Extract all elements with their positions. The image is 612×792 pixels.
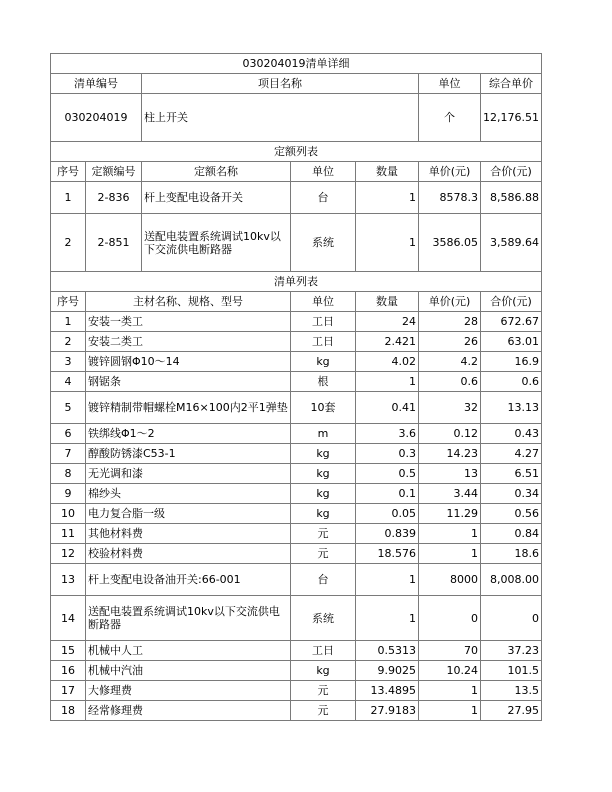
material-name: 送配电装置系统调试10kv以下交流供电断路器 bbox=[86, 596, 291, 641]
material-total: 0.34 bbox=[481, 484, 542, 504]
material-qty: 1 bbox=[356, 372, 419, 392]
material-unit: kg bbox=[291, 661, 356, 681]
material-unit: 元 bbox=[291, 544, 356, 564]
material-no: 9 bbox=[51, 484, 86, 504]
quota-qty: 1 bbox=[356, 214, 419, 272]
material-row bbox=[51, 596, 542, 641]
materials-col-name: 主材名称、规格、型号 bbox=[86, 292, 291, 312]
material-name: 机械中人工 bbox=[86, 641, 291, 661]
material-unit: kg bbox=[291, 484, 356, 504]
header-name-label: 项目名称 bbox=[142, 74, 419, 94]
material-unit: 工日 bbox=[291, 641, 356, 661]
material-no: 12 bbox=[51, 544, 86, 564]
materials-rows bbox=[51, 312, 542, 721]
materials-col-no: 序号 bbox=[51, 292, 86, 312]
quota-unit: 系统 bbox=[291, 214, 356, 272]
material-total: 4.27 bbox=[481, 444, 542, 464]
material-name: 杆上变配电设备油开关:66-001 bbox=[86, 564, 291, 596]
material-qty: 27.9183 bbox=[356, 701, 419, 721]
quota-col-unit: 单位 bbox=[291, 162, 356, 182]
material-qty: 2.421 bbox=[356, 332, 419, 352]
material-row bbox=[51, 524, 542, 544]
material-row bbox=[51, 504, 542, 524]
quota-total: 8,586.88 bbox=[481, 182, 542, 214]
material-no: 17 bbox=[51, 681, 86, 701]
quota-price: 8578.3 bbox=[419, 182, 481, 214]
material-price: 32 bbox=[419, 392, 481, 424]
material-price: 0.12 bbox=[419, 424, 481, 444]
material-unit: 元 bbox=[291, 524, 356, 544]
materials-col-unit: 单位 bbox=[291, 292, 356, 312]
material-qty: 1 bbox=[356, 596, 419, 641]
material-qty: 0.3 bbox=[356, 444, 419, 464]
quota-no: 1 bbox=[51, 182, 86, 214]
material-unit: 元 bbox=[291, 681, 356, 701]
quota-section-title: 定额列表 bbox=[51, 142, 542, 162]
material-total: 13.5 bbox=[481, 681, 542, 701]
material-no: 14 bbox=[51, 596, 86, 641]
material-price: 14.23 bbox=[419, 444, 481, 464]
material-row bbox=[51, 544, 542, 564]
material-no: 11 bbox=[51, 524, 86, 544]
material-row bbox=[51, 564, 542, 596]
material-row bbox=[51, 661, 542, 681]
quota-col-total: 合价(元) bbox=[481, 162, 542, 182]
header-unit-label: 单位 bbox=[419, 74, 481, 94]
material-name: 镀锌圆钢Φ10～14 bbox=[86, 352, 291, 372]
material-qty: 24 bbox=[356, 312, 419, 332]
material-total: 6.51 bbox=[481, 464, 542, 484]
material-name: 钢锯条 bbox=[86, 372, 291, 392]
material-no: 4 bbox=[51, 372, 86, 392]
header-name-value: 柱上开关 bbox=[142, 94, 419, 142]
material-unit: kg bbox=[291, 444, 356, 464]
material-row bbox=[51, 484, 542, 504]
material-total: 101.5 bbox=[481, 661, 542, 681]
material-price: 70 bbox=[419, 641, 481, 661]
material-total: 18.6 bbox=[481, 544, 542, 564]
material-price: 26 bbox=[419, 332, 481, 352]
header-value-row bbox=[51, 94, 542, 142]
materials-col-qty: 数量 bbox=[356, 292, 419, 312]
material-price: 10.24 bbox=[419, 661, 481, 681]
material-no: 7 bbox=[51, 444, 86, 464]
material-total: 37.23 bbox=[481, 641, 542, 661]
material-price: 3.44 bbox=[419, 484, 481, 504]
material-price: 0 bbox=[419, 596, 481, 641]
material-unit: 工日 bbox=[291, 312, 356, 332]
material-name: 机械中汽油 bbox=[86, 661, 291, 681]
header-price-label: 综合单价 bbox=[481, 74, 542, 94]
material-total: 8,008.00 bbox=[481, 564, 542, 596]
material-row bbox=[51, 312, 542, 332]
material-total: 16.9 bbox=[481, 352, 542, 372]
material-row bbox=[51, 681, 542, 701]
material-qty: 0.05 bbox=[356, 504, 419, 524]
material-row bbox=[51, 641, 542, 661]
quota-no: 2 bbox=[51, 214, 86, 272]
material-unit: 系统 bbox=[291, 596, 356, 641]
material-no: 13 bbox=[51, 564, 86, 596]
material-name: 醇酸防锈漆C53-1 bbox=[86, 444, 291, 464]
materials-section-title: 清单列表 bbox=[51, 272, 542, 292]
material-qty: 13.4895 bbox=[356, 681, 419, 701]
material-total: 0.43 bbox=[481, 424, 542, 444]
material-name: 校验材料费 bbox=[86, 544, 291, 564]
material-total: 672.67 bbox=[481, 312, 542, 332]
material-qty: 3.6 bbox=[356, 424, 419, 444]
material-total: 0 bbox=[481, 596, 542, 641]
material-no: 3 bbox=[51, 352, 86, 372]
material-no: 16 bbox=[51, 661, 86, 681]
material-price: 13 bbox=[419, 464, 481, 484]
quota-col-price: 单价(元) bbox=[419, 162, 481, 182]
material-row bbox=[51, 352, 542, 372]
material-qty: 9.9025 bbox=[356, 661, 419, 681]
material-row bbox=[51, 701, 542, 721]
material-price: 1 bbox=[419, 681, 481, 701]
materials-section-row bbox=[51, 272, 542, 292]
material-total: 27.95 bbox=[481, 701, 542, 721]
quota-qty: 1 bbox=[356, 182, 419, 214]
material-price: 1 bbox=[419, 701, 481, 721]
material-name: 其他材料费 bbox=[86, 524, 291, 544]
material-qty: 0.5313 bbox=[356, 641, 419, 661]
material-qty: 0.5 bbox=[356, 464, 419, 484]
material-name: 安装二类工 bbox=[86, 332, 291, 352]
material-no: 8 bbox=[51, 464, 86, 484]
material-unit: m bbox=[291, 424, 356, 444]
quota-code: 2-851 bbox=[86, 214, 142, 272]
materials-column-header-row bbox=[51, 292, 542, 312]
material-price: 1 bbox=[419, 524, 481, 544]
material-total: 0.84 bbox=[481, 524, 542, 544]
material-row bbox=[51, 392, 542, 424]
quota-column-header-row bbox=[51, 162, 542, 182]
material-no: 10 bbox=[51, 504, 86, 524]
material-name: 镀锌精制带帽螺栓M16×100内2平1弹垫 bbox=[86, 392, 291, 424]
material-row bbox=[51, 424, 542, 444]
material-name: 铁绑线Φ1～2 bbox=[86, 424, 291, 444]
material-no: 6 bbox=[51, 424, 86, 444]
material-unit: 10套 bbox=[291, 392, 356, 424]
material-row bbox=[51, 464, 542, 484]
material-unit: kg bbox=[291, 464, 356, 484]
material-price: 0.6 bbox=[419, 372, 481, 392]
material-price: 4.2 bbox=[419, 352, 481, 372]
materials-col-total: 合价(元) bbox=[481, 292, 542, 312]
material-price: 8000 bbox=[419, 564, 481, 596]
quota-price: 3586.05 bbox=[419, 214, 481, 272]
material-no: 1 bbox=[51, 312, 86, 332]
material-unit: kg bbox=[291, 352, 356, 372]
material-price: 1 bbox=[419, 544, 481, 564]
quota-section-row bbox=[51, 142, 542, 162]
material-name: 经常修理费 bbox=[86, 701, 291, 721]
bill-detail-table bbox=[50, 53, 542, 721]
material-no: 2 bbox=[51, 332, 86, 352]
material-qty: 0.839 bbox=[356, 524, 419, 544]
quota-col-no: 序号 bbox=[51, 162, 86, 182]
quota-total: 3,589.64 bbox=[481, 214, 542, 272]
material-row bbox=[51, 444, 542, 464]
material-qty: 1 bbox=[356, 564, 419, 596]
materials-col-price: 单价(元) bbox=[419, 292, 481, 312]
material-total: 0.56 bbox=[481, 504, 542, 524]
material-unit: 工日 bbox=[291, 332, 356, 352]
material-name: 无光调和漆 bbox=[86, 464, 291, 484]
material-qty: 0.1 bbox=[356, 484, 419, 504]
material-total: 13.13 bbox=[481, 392, 542, 424]
quota-row bbox=[51, 214, 542, 272]
material-price: 28 bbox=[419, 312, 481, 332]
material-unit: 台 bbox=[291, 564, 356, 596]
material-unit: 元 bbox=[291, 701, 356, 721]
material-unit: 根 bbox=[291, 372, 356, 392]
material-row bbox=[51, 332, 542, 352]
material-no: 5 bbox=[51, 392, 86, 424]
header-price-value: 12,176.51 bbox=[481, 94, 542, 142]
material-row bbox=[51, 372, 542, 392]
material-name: 棉纱头 bbox=[86, 484, 291, 504]
title-row bbox=[51, 54, 542, 74]
quota-name: 送配电装置系统调试10kv以下交流供电断路器 bbox=[142, 214, 291, 272]
quota-code: 2-836 bbox=[86, 182, 142, 214]
material-no: 15 bbox=[51, 641, 86, 661]
quota-col-qty: 数量 bbox=[356, 162, 419, 182]
material-total: 0.6 bbox=[481, 372, 542, 392]
quota-unit: 台 bbox=[291, 182, 356, 214]
header-unit-value: 个 bbox=[419, 94, 481, 142]
material-unit: kg bbox=[291, 504, 356, 524]
material-total: 63.01 bbox=[481, 332, 542, 352]
header-code-value: 030204019 bbox=[51, 94, 142, 142]
quota-col-code: 定额编号 bbox=[86, 162, 142, 182]
material-name: 电力复合脂一级 bbox=[86, 504, 291, 524]
material-price: 11.29 bbox=[419, 504, 481, 524]
material-name: 安装一类工 bbox=[86, 312, 291, 332]
material-no: 18 bbox=[51, 701, 86, 721]
material-qty: 0.41 bbox=[356, 392, 419, 424]
quota-name: 杆上变配电设备开关 bbox=[142, 182, 291, 214]
page-title: 030204019清单详细 bbox=[51, 54, 542, 74]
material-qty: 4.02 bbox=[356, 352, 419, 372]
quota-col-name: 定额名称 bbox=[142, 162, 291, 182]
material-name: 大修理费 bbox=[86, 681, 291, 701]
header-label-row bbox=[51, 74, 542, 94]
material-qty: 18.576 bbox=[356, 544, 419, 564]
header-code-label: 清单编号 bbox=[51, 74, 142, 94]
quota-row bbox=[51, 182, 542, 214]
